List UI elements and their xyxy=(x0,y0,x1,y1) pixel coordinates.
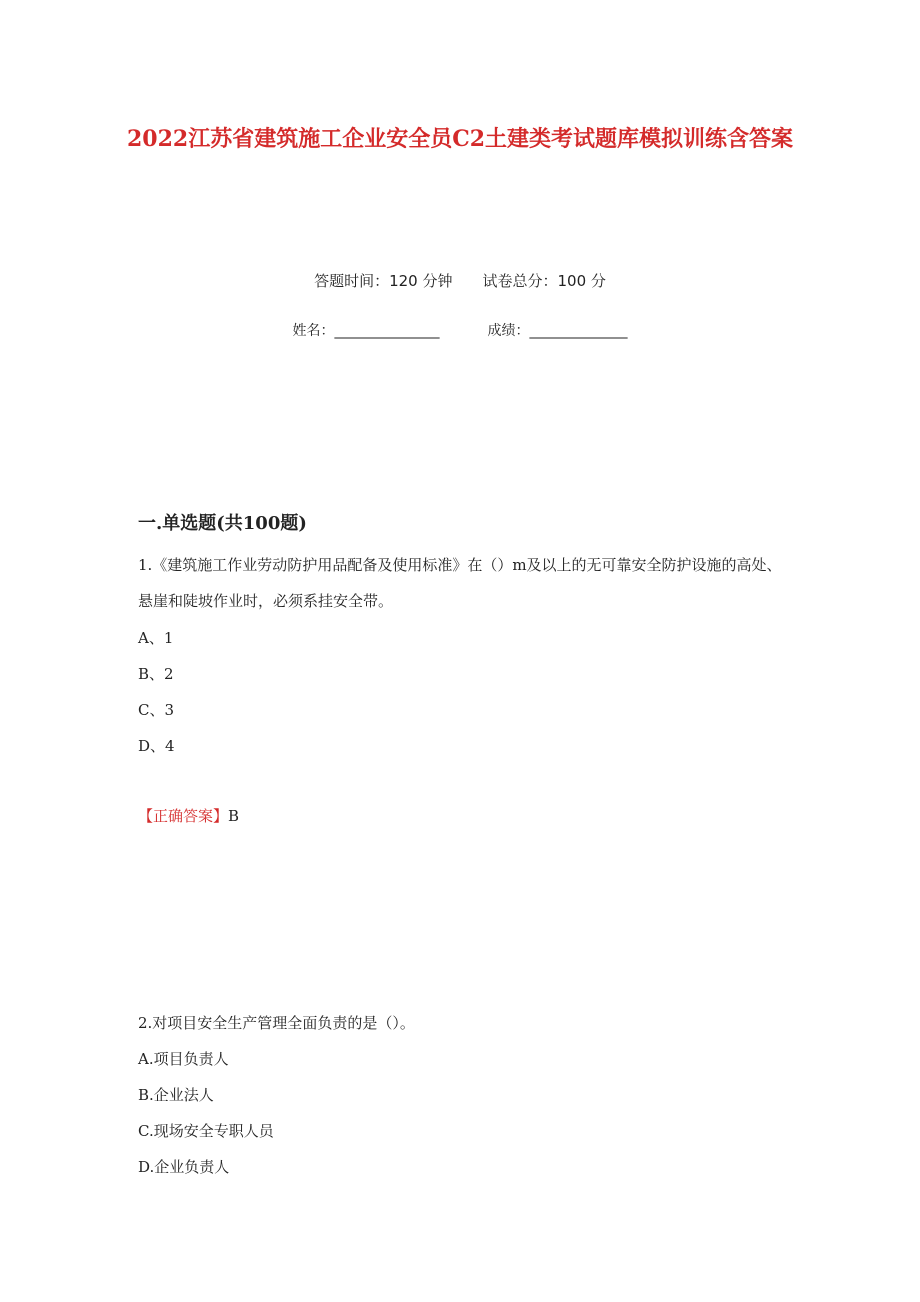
exam-time: 答题时间：120 分钟 xyxy=(314,272,453,290)
grade-field: 成绩：______________ xyxy=(487,323,628,339)
answer-value: B xyxy=(228,807,240,825)
question-2-option-d: D.企业负责人 xyxy=(138,1158,230,1176)
question-1-option-b: B、2 xyxy=(138,665,174,683)
question-2-option-b: B.企业法人 xyxy=(138,1086,214,1104)
exam-meta xyxy=(0,270,920,291)
document-title: 2022江苏省建筑施工企业安全员C2土建类考试题库模拟训练含答案 xyxy=(126,126,794,152)
question-2-option-c: C.现场安全专职人员 xyxy=(138,1122,274,1140)
question-1-option-a: A、1 xyxy=(138,629,174,647)
question-1-option-c: C、3 xyxy=(138,701,175,719)
question-1-text: 1.《建筑施工作业劳动防护用品配备及使用标准》在（）m及以上的无可靠安全防护设施的高处、悬崖和陡坡作业时，必须系挂安全带。 xyxy=(138,556,782,610)
name-field: 姓名：_______________ xyxy=(292,323,440,339)
exam-total-score: 试卷总分：100 分 xyxy=(482,272,606,290)
section-heading: 一.单选题(共100题) xyxy=(138,513,307,534)
question-2-option-a: A.项目负责人 xyxy=(138,1050,229,1068)
question-1-option-d: D、4 xyxy=(138,737,175,755)
question-2-text: 2.对项目安全生产管理全面负责的是（）。 xyxy=(138,1014,415,1032)
question-1-answer xyxy=(138,805,239,826)
exam-fields xyxy=(0,320,920,340)
answer-label: 【正确答案】 xyxy=(138,807,229,825)
